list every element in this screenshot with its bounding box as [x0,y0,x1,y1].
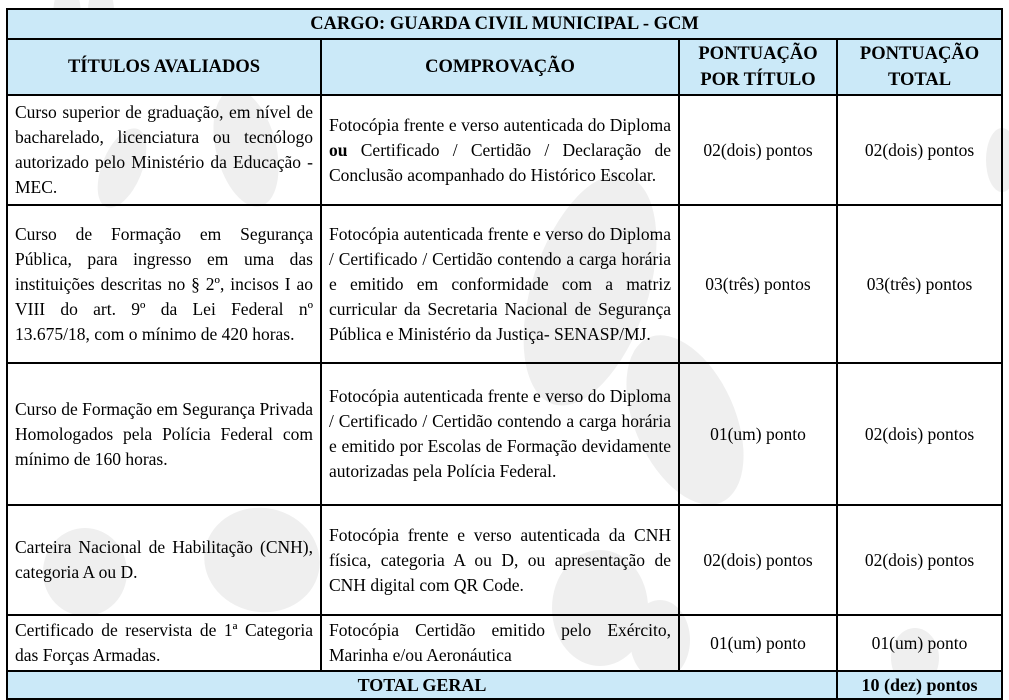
pontuacao-total-cell: 01(um) ponto [837,615,1002,671]
titulo-cell: Curso de Formação em Segurança Pública, para ingresso em uma das instituições descritas no § 2º, incisos I ao VIII do art. 9º da Lei Federal nº 13.675/18, com o mínimo de 420 horas. [7,205,321,363]
pontuacao-por-titulo-cell: 01(um) ponto [679,615,837,671]
table-row [7,505,1002,615]
column-header-row [7,39,1002,95]
comprovacao-cell: Fotocópia autenticada frente e verso do Diploma / Certificado / Certidão contendo a carga horária e emitido por Escolas de Formação devidamente autorizadas pela Polícia Federal. [321,363,679,505]
total-geral-label: TOTAL GERAL [7,671,837,699]
col-header-pontuacao-por-titulo: PONTUAÇÃO POR TÍTULO [679,39,837,95]
pontuacao-total-cell: 02(dois) pontos [837,363,1002,505]
pontuacao-total-cell: 03(três) pontos [837,205,1002,363]
table-row [7,615,1002,671]
comprovacao-cell: Fotocópia frente e verso autenticada da CNH física, categoria A ou D, ou apresentação de CNH digital com QR Code. [321,505,679,615]
total-geral-value: 10 (dez) pontos [837,671,1002,699]
titulo-cell: Curso superior de graduação, em nível de bacharelado, licenciatura ou tecnólogo autorizado pelo Ministério da Educação - MEC. [7,95,321,205]
pontuacao-por-titulo-cell: 01(um) ponto [679,363,837,505]
titulo-cell: Carteira Nacional de Habilitação (CNH), categoria A ou D. [7,505,321,615]
col-header-comprovacao: COMPROVAÇÃO [321,39,679,95]
comprovacao-bold-ou: ou [329,139,348,160]
titles-evaluation-table [6,8,1003,700]
pontuacao-por-titulo-cell: 02(dois) pontos [679,95,837,205]
table-row [7,95,1002,205]
table-title-row [7,9,1002,39]
total-row [7,671,1002,699]
pontuacao-por-titulo-cell: 03(três) pontos [679,205,837,363]
col-header-titulos-avaliados: TÍTULOS AVALIADOS [7,39,321,95]
comprovacao-cell [321,95,679,205]
comprovacao-cell: Fotocópia autenticada frente e verso do Diploma / Certificado / Certidão contendo a carga horária e emitido em conformidade com a matriz curricular da Secretaria Nacional de Segurança Pública e Ministério da Justiça- SENASP/MJ. [321,205,679,363]
table-title: CARGO: GUARDA CIVIL MUNICIPAL - GCM [7,9,1002,39]
titulo-cell: Curso de Formação em Segurança Privada Homologados pela Polícia Federal com mínimo de 160 horas. [7,363,321,505]
titulo-cell: Certificado de reservista de 1ª Categoria das Forças Armadas. [7,615,321,671]
table-row [7,363,1002,505]
pontuacao-total-cell: 02(dois) pontos [837,505,1002,615]
pontuacao-por-titulo-cell: 02(dois) pontos [679,505,837,615]
comprovacao-text-part: Certificado / Certidão / Declaração de Conclusão acompanhado do Histórico Escolar. [329,139,671,185]
pontuacao-total-cell: 02(dois) pontos [837,95,1002,205]
comprovacao-text-part: Fotocópia frente e verso autenticada do Diploma [329,114,671,135]
col-header-pontuacao-total: PONTUAÇÃO TOTAL [837,39,1002,95]
comprovacao-cell: Fotocópia Certidão emitido pelo Exército, Marinha e/ou Aeronáutica [321,615,679,671]
table-row [7,205,1002,363]
